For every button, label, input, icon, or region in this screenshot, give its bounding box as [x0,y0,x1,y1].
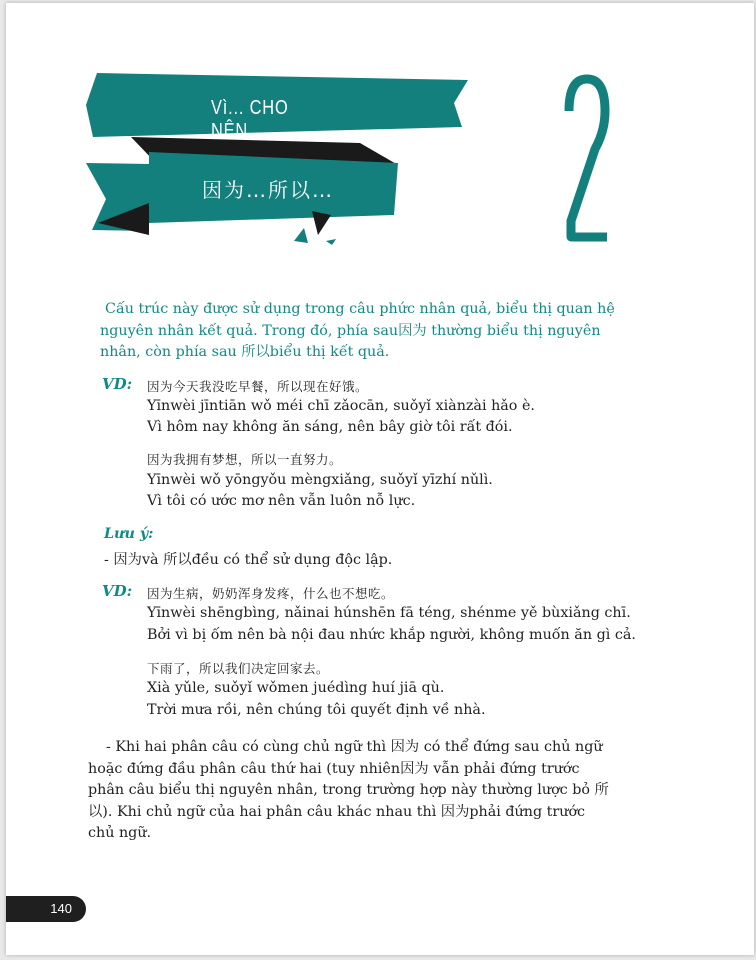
page [6,3,754,955]
example-chinese: 因为今天我没吃早餐，所以现在好饿。 [147,379,369,394]
example-pinyin: Yīnwèi jīntiān wǒ méi chī zǎocān, suǒyǐ xiànzài hǎo è. [147,398,535,414]
example-pinyin: Xià yǔle, suǒyǐ wǒmen juédìng huí jiā qù. [147,680,445,696]
example-translation: Vì tôi có ước mơ nên vẫn luôn nỗ lực. [147,493,416,509]
example-label: VD: [102,582,133,600]
banner-subtitle: 因为…所以… [202,178,334,202]
chapter-number [561,71,621,246]
example-chinese: 因为生病，奶奶浑身发疼，什么也不想吃。 [147,586,395,601]
body-paragraph: - Khi hai phân câu có cùng chủ ngữ thì 因为 có thể đứng sau chủ ngữ hoặc đứng đầu phân câu thứ hai (tuy nhiên因为 vẫn phải đứng trước phân câu biểu thị nguyên nhân, trong trường hợp này thường lược bỏ 所以). Khi chủ ngữ của hai phân câu khác nhau thì 因为phải đứng trước chủ ngữ. [88,739,609,841]
example-pinyin: Yīnwèi shēngbìng, nǎinai húnshēn fā téng, shénme yě bùxiǎng chī. [147,605,631,621]
example-chinese: 因为我拥有梦想，所以一直努力。 [147,452,343,467]
example-translation: Vì hôm nay không ăn sáng, nên bây giờ tôi rất đói. [147,419,513,435]
note-label: Lưu ý: [104,526,154,542]
page-number: 140 [6,896,86,922]
confetti-triangle [312,211,331,235]
confetti-triangle [326,239,336,245]
intro-paragraph: Cấu trúc này được sử dụng trong câu phức nhân quả, biểu thị quan hệ nguyên nhân kết quả. Trong đó, phía sau因为 thường biểu thị nguyên nhân, còn phía sau 所以biểu thị kết quả. [100,301,615,360]
example-translation: Bởi vì bị ốm nên bà nội đau nhức khắp người, không muốn ăn gì cả. [147,627,636,643]
example-label: VD: [102,375,133,393]
example-pinyin: Yīnwèi wǒ yōngyǒu mèngxiǎng, suǒyǐ yīzhí nǔlì. [147,472,493,488]
example-chinese: 下雨了，所以我们决定回家去。 [147,661,330,676]
example-translation: Trời mưa rồi, nên chúng tôi quyết định về nhà. [147,702,486,718]
banner-title: Vì... CHO NÊN... [211,97,289,142]
note-text: - 因为và 所以đều có thể sử dụng độc lập. [104,552,393,568]
confetti-triangle [294,228,308,243]
